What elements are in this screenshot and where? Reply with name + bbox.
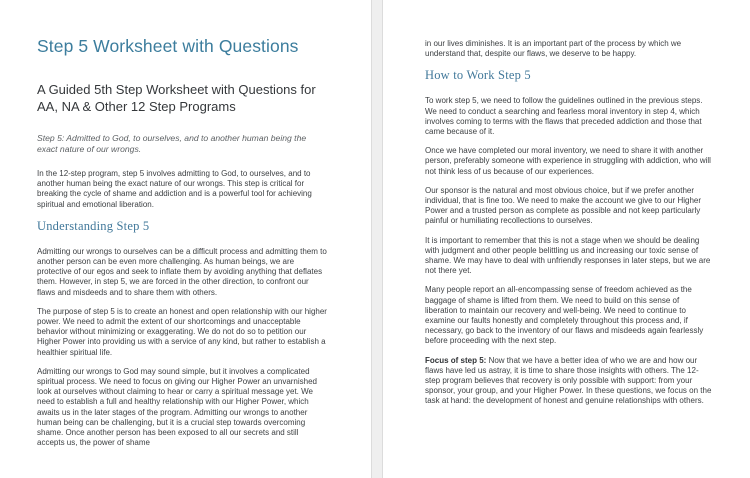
document-subtitle: A Guided 5th Step Worksheet with Questions for AA, NA & Other 12 Step Programs xyxy=(37,82,316,114)
paragraph: Our sponsor is the natural and most obvious choice, but if we prefer another individual, that is fine too. We need to make the account we give to our Higher Power and a trusted person as complete as possible and not keep particularly painful or humiliating recollections to ourselves. xyxy=(425,185,702,226)
paragraph: Once we have completed our moral inventory, we need to share it with another person, preferably someone with experience in struggling with addiction, who will not think less of us because of our experiences. xyxy=(425,146,711,176)
paragraph: Many people report an all-encompassing sense of freedom achieved as the baggage of shame is lifted from them. We need to build on this sense of liberation to maintain our recovery and well-being. We need to continue to examine our faults honestly and completely throughout this process and, if necessary, go back to the inventory of our flaws and misdeeds again fearlessly before proceeding with the next step. xyxy=(425,285,704,346)
continuation-paragraph: in our lives diminishes. It is an important part of the process by which we understand that, despite our flaws, we deserve to be happy. xyxy=(425,39,682,59)
section-heading-understanding-step5: Understanding Step 5 xyxy=(37,218,150,233)
paragraph: The purpose of step 5 is to create an honest and open relationship with our higher power. We need to admit the extent of our shortcomings and unacceptable behavior without minimizing or exaggerating. We do not do so to petition our Higher Power into providing us with a service of any kind, but rather to establish a healthier spiritual life. xyxy=(37,306,327,357)
intro-paragraph: In the 12-step program, step 5 involves admitting to God, to ourselves, and to another human being the exact nature of our wrongs. This step is critical for breaking the cycle of shame and addiction and is a powerful tool for achieving spiritual and emotional liberation. xyxy=(37,169,312,209)
paragraph: Admitting our wrongs to ourselves can be a difficult process and admitting them to another person can be even more challenging. As human beings, we are protective of our egos and seek to inflate them by avoiding anything that deflates them. However, in step 5, we are forced in the other direction, to confront our flaws and misdeeds and to share them with others. xyxy=(37,246,327,297)
focus-label: Focus of step 5: xyxy=(425,355,487,365)
document-title: Step 5 Worksheet with Questions xyxy=(37,36,299,56)
step5-quote: Step 5: Admitted to God, to ourselves, and to another human being the exact nature of our wrongs. xyxy=(37,133,307,154)
page-gap xyxy=(371,0,383,478)
page-left xyxy=(0,0,371,478)
section-heading-how-to-work-step5: How to Work Step 5 xyxy=(425,68,531,83)
paragraph: It is important to remember that this is not a stage when we should be dealing with judgment and other people belittling us and increasing our toxic sense of shame. We may have to deal with unfriendly responses in later steps, but we are not there yet. xyxy=(425,235,711,276)
paragraph: To work step 5, we need to follow the guidelines outlined in the previous steps. We need to conduct a searching and fearless moral inventory in step 4, which involves coming to terms with the flaws that preceded addiction and those that came because of it. xyxy=(425,96,703,137)
paragraph: Admitting our wrongs to God may sound simple, but it involves a complicated spiritual process. We need to focus on giving our Higher Power an unvarnished look at ourselves without claiming to hear or carry a spiritual message yet. We need to establish a full and healthy relationship with our Higher Power, which awaits us in the later stages of the program. Admitting our wrongs to another human being can be challenging, but it is a crucial step towards overcoming shame. Once another person has been exposed to all our secrets and still accepts us, the power of shame xyxy=(37,366,318,448)
page-right xyxy=(383,0,750,478)
focus-paragraph xyxy=(425,356,713,407)
focus-text: Now that we have a better idea of who we are and how our flaws have led us astray, it is time to share those insights with others. The 12-step program believes that recovery is only possible with support: from your sponsor, your group, and your Higher Power. In these questions, we focus on the task at hand: the development of honest and genuine relationships with others. xyxy=(425,355,712,406)
